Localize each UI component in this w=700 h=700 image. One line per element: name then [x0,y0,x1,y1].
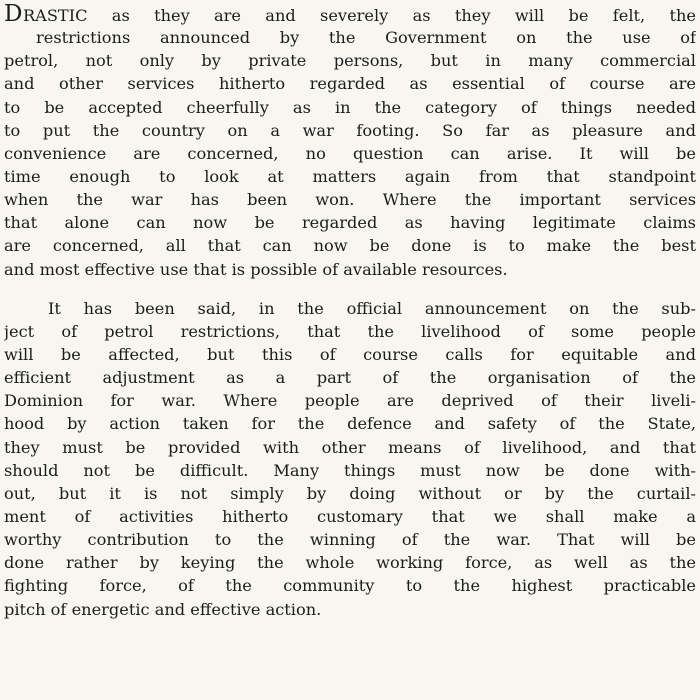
paragraph-1 [4,3,696,281]
paragraph-2-line-6: hood by action taken for the defence and safety of the State, [4,414,696,434]
paragraph-1-line-5: to be accepted cheerfully as in the category of things needed [4,97,696,117]
paragraph-2-line-13: fighting force, of the community to the highest practicable [4,576,696,596]
paragraph-2-line-11: worthy contribution to the winning of the war. That will be [4,530,696,550]
paragraph-1-line-9: when the war has been won. Where the important services [4,190,696,210]
paragraph-2-line-5: Dominion for war. Where people are deprived of their liveli- [4,391,696,411]
paragraph-2-line-14: pitch of energetic and effective action. [4,599,322,619]
paragraph-1-line-12: and most effective use that is possible of available resources. [4,259,508,279]
paragraph-1-line-10: that alone can now be regarded as having legitimate claims [4,213,696,233]
paragraph-2-line-10: ment of activities hitherto customary that we shall make a [4,506,696,526]
paragraph-1-line-6: to put the country on a war footing. So far as pleasure and [4,120,696,140]
paragraph-1-line-7: convenience are concerned, no question can arise. It will be [4,143,696,163]
paragraph-1-line-2: restrictions announced by the Government on the use of [36,28,696,48]
paragraph-1-line-11: are concerned, all that can now be done is to make the best [4,236,696,256]
article-body [4,3,696,621]
paragraph-2-line-3: will be affected, but this of course calls for equitable and [4,344,696,364]
paragraph-2-line-1: It has been said, in the official announcement on the sub- [48,298,696,318]
paragraph-2-line-12: done rather by keying the whole working force, as well as the [4,553,696,573]
paragraph-2-line-8: should not be difficult. Many things must now be done with- [4,460,696,480]
paragraph-1-line-4: and other services hitherto regarded as essential of course are [4,74,696,94]
paragraph-2-line-2: ject of petrol restrictions, that the livelihood of some people [4,321,696,341]
drop-cap: D [4,3,23,27]
paragraph-2-line-7: they must be provided with other means of livelihood, and that [4,437,696,457]
paragraph-2-line-4: efficient adjustment as a part of the organisation of the [4,368,696,388]
paragraph-1-line-3: petrol, not only by private persons, but in many commercial [4,51,696,71]
paragraph-2-line-9: out, but it is not simply by doing without or by the curtail- [4,483,696,503]
paragraph-1-line-8: time enough to look at matters again from that standpoint [4,166,696,186]
line-text: RASTIC as they are and severely as they will be felt, the [22,6,696,25]
paragraph-1-line-1 [4,3,696,26]
paragraph-2 [4,297,696,621]
paragraph-spacer [4,281,696,297]
